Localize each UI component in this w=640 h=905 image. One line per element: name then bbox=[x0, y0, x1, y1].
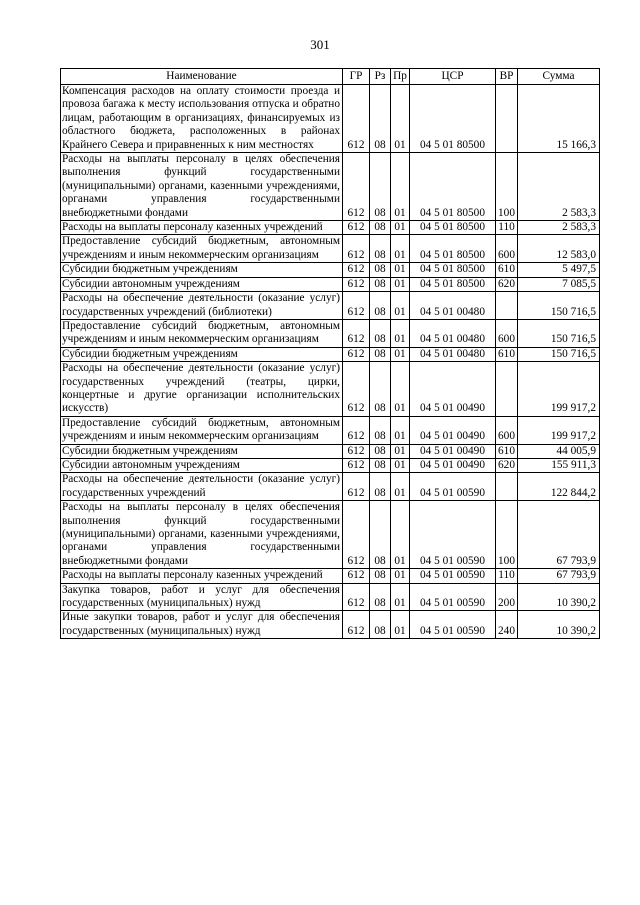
cell-sum: 67 793,9 bbox=[518, 501, 600, 569]
table-row bbox=[61, 292, 600, 320]
cell-pr: 01 bbox=[391, 235, 410, 263]
cell-pr: 01 bbox=[391, 458, 410, 472]
cell-rz: 08 bbox=[370, 611, 391, 639]
cell-csr: 04 5 01 80500 bbox=[410, 235, 496, 263]
cell-name: Расходы на выплаты персоналу в целях обеспечения выполнения функций государственными (муниципальными) органами, казенными учреждениями, органами управления государственными внебюджетными фондами bbox=[61, 501, 343, 569]
cell-csr: 04 5 01 80500 bbox=[410, 221, 496, 235]
cell-rz: 08 bbox=[370, 501, 391, 569]
cell-sum: 7 085,5 bbox=[518, 277, 600, 291]
cell-sum: 10 390,2 bbox=[518, 583, 600, 611]
cell-csr: 04 5 01 00490 bbox=[410, 362, 496, 417]
cell-gr: 612 bbox=[343, 611, 370, 639]
cell-pr: 01 bbox=[391, 501, 410, 569]
table-row bbox=[61, 347, 600, 361]
cell-vr: 600 bbox=[496, 235, 518, 263]
cell-gr: 612 bbox=[343, 153, 370, 221]
cell-pr: 01 bbox=[391, 416, 410, 444]
cell-name: Расходы на обеспечение деятельности (оказание услуг) государственных учреждений (театры, цирки, концертные и другие организации исполнительских искусств) bbox=[61, 362, 343, 417]
cell-sum: 67 793,9 bbox=[518, 569, 600, 583]
cell-sum: 150 716,5 bbox=[518, 292, 600, 320]
cell-vr bbox=[496, 85, 518, 153]
page-number: 301 bbox=[310, 37, 330, 52]
cell-name: Субсидии автономным учреждениям bbox=[61, 458, 343, 472]
cell-csr: 04 5 01 00480 bbox=[410, 319, 496, 347]
cell-pr: 01 bbox=[391, 362, 410, 417]
cell-name: Субсидии автономным учреждениям bbox=[61, 277, 343, 291]
cell-csr: 04 5 01 80500 bbox=[410, 263, 496, 277]
header-vr: ВР bbox=[496, 69, 518, 85]
cell-gr: 612 bbox=[343, 235, 370, 263]
cell-rz: 08 bbox=[370, 235, 391, 263]
header-rz: Рз bbox=[370, 69, 391, 85]
cell-gr: 612 bbox=[343, 263, 370, 277]
cell-sum: 2 583,3 bbox=[518, 153, 600, 221]
cell-name: Закупка товаров, работ и услуг для обеспечения государственных (муниципальных) нужд bbox=[61, 583, 343, 611]
cell-pr: 01 bbox=[391, 347, 410, 361]
cell-rz: 08 bbox=[370, 263, 391, 277]
cell-rz: 08 bbox=[370, 85, 391, 153]
cell-pr: 01 bbox=[391, 569, 410, 583]
cell-rz: 08 bbox=[370, 569, 391, 583]
cell-rz: 08 bbox=[370, 444, 391, 458]
header-name: Наименование bbox=[61, 69, 343, 85]
cell-csr: 04 5 01 00490 bbox=[410, 444, 496, 458]
cell-csr: 04 5 01 00590 bbox=[410, 583, 496, 611]
cell-rz: 08 bbox=[370, 153, 391, 221]
cell-vr: 610 bbox=[496, 347, 518, 361]
cell-vr: 110 bbox=[496, 221, 518, 235]
cell-vr: 600 bbox=[496, 416, 518, 444]
cell-name: Субсидии бюджетным учреждениям bbox=[61, 347, 343, 361]
cell-sum: 122 844,2 bbox=[518, 473, 600, 501]
cell-gr: 612 bbox=[343, 221, 370, 235]
cell-csr: 04 5 01 00490 bbox=[410, 458, 496, 472]
cell-vr: 110 bbox=[496, 569, 518, 583]
cell-pr: 01 bbox=[391, 292, 410, 320]
cell-gr: 612 bbox=[343, 569, 370, 583]
cell-csr: 04 5 01 00590 bbox=[410, 569, 496, 583]
cell-rz: 08 bbox=[370, 277, 391, 291]
table-row bbox=[61, 319, 600, 347]
header-csr: ЦСР bbox=[410, 69, 496, 85]
cell-pr: 01 bbox=[391, 221, 410, 235]
cell-vr bbox=[496, 473, 518, 501]
cell-name: Субсидии бюджетным учреждениям bbox=[61, 263, 343, 277]
cell-gr: 612 bbox=[343, 277, 370, 291]
cell-vr: 610 bbox=[496, 444, 518, 458]
table-row bbox=[61, 153, 600, 221]
header-pr: Пр bbox=[391, 69, 410, 85]
cell-gr: 612 bbox=[343, 362, 370, 417]
cell-csr: 04 5 01 80500 bbox=[410, 277, 496, 291]
cell-pr: 01 bbox=[391, 444, 410, 458]
cell-rz: 08 bbox=[370, 319, 391, 347]
table-row bbox=[61, 569, 600, 583]
cell-vr: 620 bbox=[496, 458, 518, 472]
cell-rz: 08 bbox=[370, 458, 391, 472]
cell-rz: 08 bbox=[370, 473, 391, 501]
cell-sum: 44 005,9 bbox=[518, 444, 600, 458]
cell-sum: 199 917,2 bbox=[518, 362, 600, 417]
cell-pr: 01 bbox=[391, 153, 410, 221]
cell-gr: 612 bbox=[343, 444, 370, 458]
cell-sum: 5 497,5 bbox=[518, 263, 600, 277]
cell-name: Расходы на обеспечение деятельности (оказание услуг) государственных учреждений bbox=[61, 473, 343, 501]
cell-name: Компенсация расходов на оплату стоимости проезда и провоза багажа к месту использования отпуска и обратно лицам, работающим в организациях, финансируемых из областного бюджета, расположенных в районах Крайнего Севера и приравненных к ним местностях bbox=[61, 85, 343, 153]
cell-sum: 150 716,5 bbox=[518, 319, 600, 347]
cell-gr: 612 bbox=[343, 347, 370, 361]
cell-vr: 100 bbox=[496, 153, 518, 221]
cell-vr: 100 bbox=[496, 501, 518, 569]
cell-vr: 610 bbox=[496, 263, 518, 277]
cell-rz: 08 bbox=[370, 416, 391, 444]
cell-gr: 612 bbox=[343, 458, 370, 472]
header-gr: ГР bbox=[343, 69, 370, 85]
table-row bbox=[61, 362, 600, 417]
cell-vr: 600 bbox=[496, 319, 518, 347]
table-row bbox=[61, 444, 600, 458]
cell-csr: 04 5 01 00590 bbox=[410, 473, 496, 501]
cell-name: Расходы на выплаты персоналу казенных учреждений bbox=[61, 221, 343, 235]
cell-gr: 612 bbox=[343, 473, 370, 501]
table-body bbox=[61, 85, 600, 639]
cell-name: Расходы на выплаты персоналу в целях обеспечения выполнения функций государственными (муниципальными) органами, казенными учреждениями, органами управления государственными внебюджетными фондами bbox=[61, 153, 343, 221]
table-row bbox=[61, 611, 600, 639]
cell-gr: 612 bbox=[343, 85, 370, 153]
table-row bbox=[61, 277, 600, 291]
cell-sum: 10 390,2 bbox=[518, 611, 600, 639]
cell-vr: 200 bbox=[496, 583, 518, 611]
cell-pr: 01 bbox=[391, 263, 410, 277]
cell-gr: 612 bbox=[343, 501, 370, 569]
cell-name: Субсидии бюджетным учреждениям bbox=[61, 444, 343, 458]
table-row bbox=[61, 458, 600, 472]
cell-vr bbox=[496, 362, 518, 417]
cell-rz: 08 bbox=[370, 362, 391, 417]
header-sum: Сумма bbox=[518, 69, 600, 85]
cell-csr: 04 5 01 00480 bbox=[410, 292, 496, 320]
cell-csr: 04 5 01 00480 bbox=[410, 347, 496, 361]
cell-pr: 01 bbox=[391, 85, 410, 153]
cell-vr bbox=[496, 292, 518, 320]
table-header-row bbox=[61, 69, 600, 85]
cell-csr: 04 5 01 80500 bbox=[410, 153, 496, 221]
cell-vr: 620 bbox=[496, 277, 518, 291]
table-row bbox=[61, 416, 600, 444]
cell-gr: 612 bbox=[343, 583, 370, 611]
cell-pr: 01 bbox=[391, 473, 410, 501]
cell-csr: 04 5 01 00490 bbox=[410, 416, 496, 444]
table-row bbox=[61, 473, 600, 501]
cell-sum: 199 917,2 bbox=[518, 416, 600, 444]
cell-name: Предоставление субсидий бюджетным, автономным учреждениям и иным некоммерческим организациям bbox=[61, 319, 343, 347]
table-row bbox=[61, 85, 600, 153]
cell-rz: 08 bbox=[370, 583, 391, 611]
cell-rz: 08 bbox=[370, 221, 391, 235]
cell-pr: 01 bbox=[391, 319, 410, 347]
cell-sum: 12 583,0 bbox=[518, 235, 600, 263]
cell-rz: 08 bbox=[370, 292, 391, 320]
cell-pr: 01 bbox=[391, 611, 410, 639]
cell-gr: 612 bbox=[343, 319, 370, 347]
cell-pr: 01 bbox=[391, 277, 410, 291]
cell-name: Предоставление субсидий бюджетным, автономным учреждениям и иным некоммерческим организациям bbox=[61, 416, 343, 444]
cell-csr: 04 5 01 80500 bbox=[410, 85, 496, 153]
cell-vr: 240 bbox=[496, 611, 518, 639]
cell-name: Иные закупки товаров, работ и услуг для обеспечения государственных (муниципальных) нужд bbox=[61, 611, 343, 639]
cell-sum: 155 911,3 bbox=[518, 458, 600, 472]
cell-gr: 612 bbox=[343, 292, 370, 320]
table-row bbox=[61, 221, 600, 235]
cell-name: Расходы на обеспечение деятельности (оказание услуг) государственных учреждений (библиотеки) bbox=[61, 292, 343, 320]
cell-gr: 612 bbox=[343, 416, 370, 444]
cell-csr: 04 5 01 00590 bbox=[410, 611, 496, 639]
budget-table bbox=[60, 68, 600, 639]
cell-csr: 04 5 01 00590 bbox=[410, 501, 496, 569]
table-row bbox=[61, 235, 600, 263]
table-row bbox=[61, 583, 600, 611]
cell-sum: 150 716,5 bbox=[518, 347, 600, 361]
cell-name: Расходы на выплаты персоналу казенных учреждений bbox=[61, 569, 343, 583]
cell-rz: 08 bbox=[370, 347, 391, 361]
cell-name: Предоставление субсидий бюджетным, автономным учреждениям и иным некоммерческим организациям bbox=[61, 235, 343, 263]
table-row bbox=[61, 501, 600, 569]
table-row bbox=[61, 263, 600, 277]
cell-sum: 15 166,3 bbox=[518, 85, 600, 153]
cell-sum: 2 583,3 bbox=[518, 221, 600, 235]
cell-pr: 01 bbox=[391, 583, 410, 611]
